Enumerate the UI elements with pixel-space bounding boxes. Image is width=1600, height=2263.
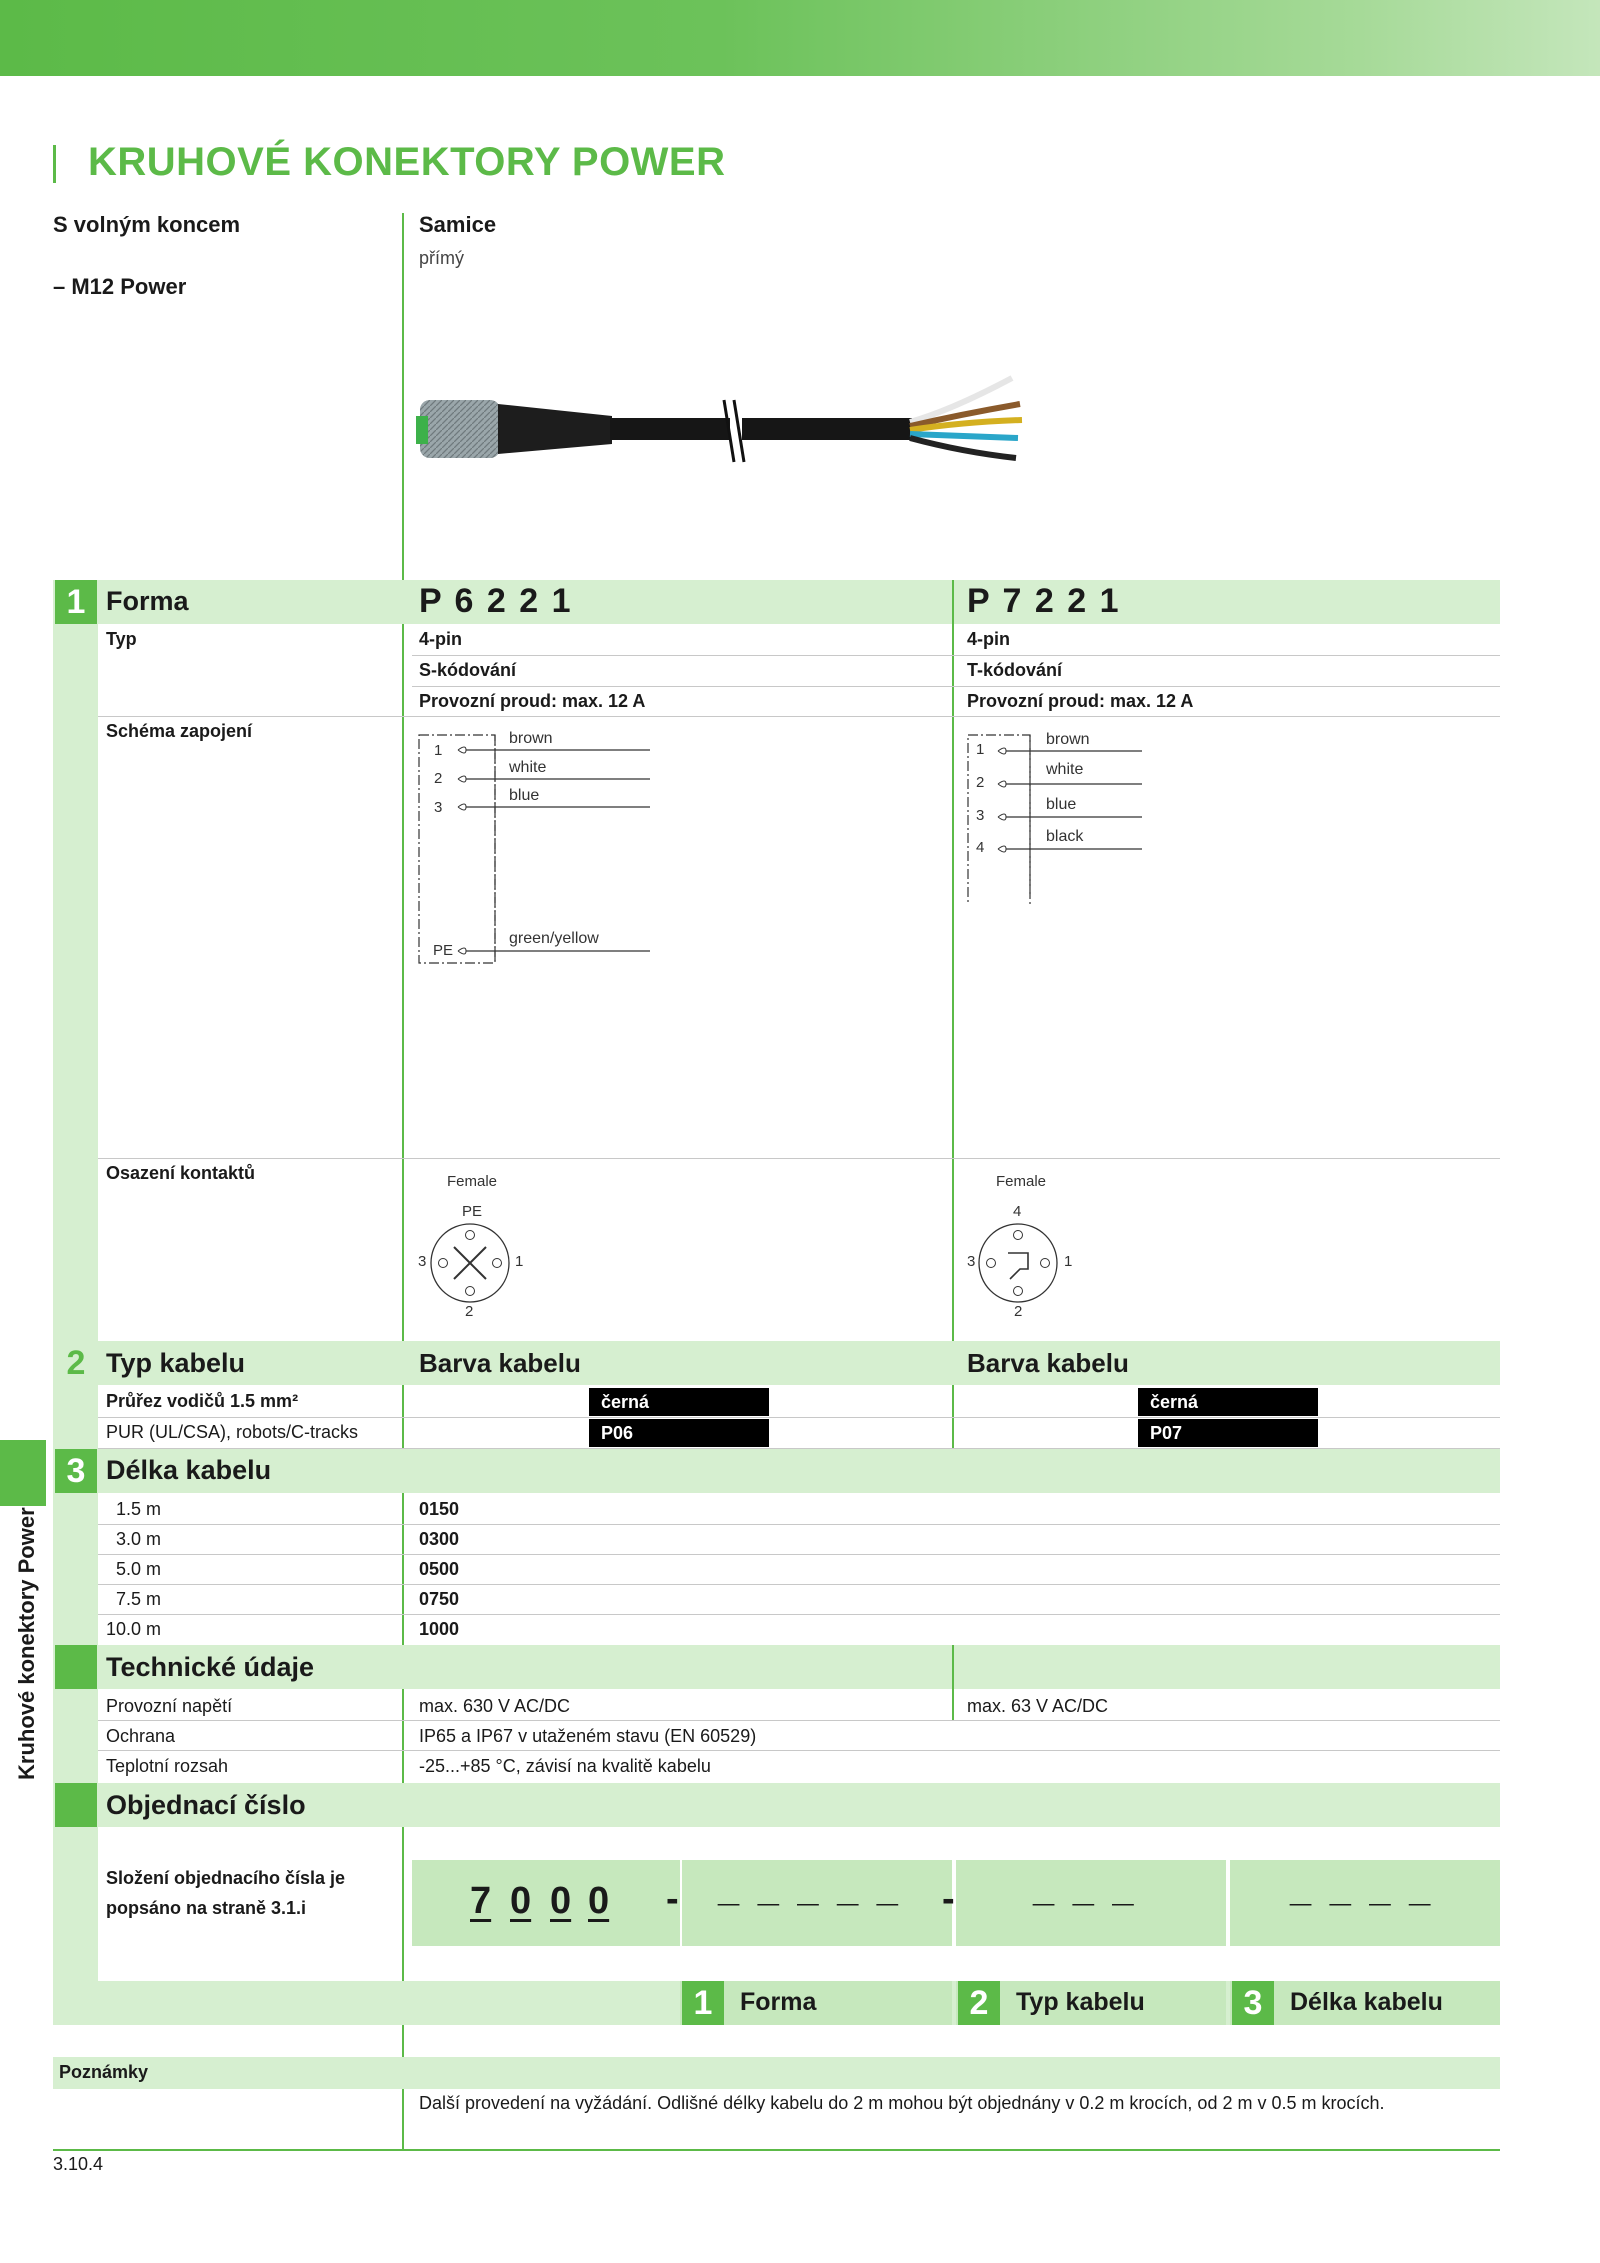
row-divider: [98, 1720, 1500, 1721]
length-code-3: 0500: [419, 1559, 460, 1579]
notes-band: [53, 2057, 1500, 2089]
footer-line: [53, 2149, 1500, 2151]
page-number: 3.10.4: [53, 2154, 104, 2174]
legend-label-2: Typ kabelu: [1016, 1988, 1145, 2016]
wd1-pin-pe: PE: [433, 942, 454, 959]
legend-num-1: 1: [682, 1981, 724, 2025]
variant-2-coding: T-kódování: [967, 660, 1063, 680]
legend-label-1: Forma: [740, 1988, 817, 2016]
schema-label: Schéma zapojení: [106, 721, 253, 741]
kabel-number: 2: [55, 1341, 97, 1385]
wd1-wire-4: green/yellow: [509, 930, 599, 947]
order-digit-2: 0: [510, 1880, 532, 1922]
forma-header-band: [53, 580, 1500, 624]
face2-female: Female: [996, 1173, 1047, 1190]
wd1-wire-3: blue: [509, 787, 540, 804]
kabel-header-band: [53, 1341, 1500, 1385]
wd2-pin-3: 3: [976, 807, 985, 824]
row-divider: [98, 1417, 1500, 1418]
length-3: 5.0 m: [116, 1559, 162, 1579]
variant-2-pins: 4-pin: [967, 629, 1010, 649]
variant-divider: [952, 580, 954, 1450]
wd1-wire-1: brown: [509, 730, 553, 747]
face1-female: Female: [447, 1173, 498, 1190]
left-heading: S volným koncem: [53, 212, 241, 237]
column-heading: Samice: [419, 212, 497, 237]
row-divider: [98, 1614, 1500, 1615]
length-1: 1.5 m: [116, 1499, 162, 1519]
row-divider: [412, 655, 1500, 656]
cable-illustration-icon: [412, 370, 1052, 490]
tech-row-2-v1: IP65 a IP67 v utaženém stavu (EN 60529): [419, 1726, 757, 1746]
order-digit-4: 0: [588, 1880, 610, 1922]
row-divider: [98, 1554, 1500, 1555]
row-divider: [98, 1158, 1500, 1159]
face2-top: 4: [1013, 1203, 1022, 1220]
title-accent: [53, 145, 56, 183]
wd2-pin-1: 1: [976, 741, 985, 758]
side-tab-marker: [0, 1440, 46, 1506]
length-5: 10.0 m: [106, 1619, 162, 1639]
order-blank-delka: _ _ _ _: [1290, 1868, 1435, 1910]
tech-label: Technické údaje: [106, 1652, 315, 1682]
order-digit-3: 0: [550, 1880, 572, 1922]
order-box-prefix: [412, 1860, 680, 1946]
wd1-pin-2: 2: [434, 770, 443, 787]
kabel-label: Typ kabelu: [106, 1348, 246, 1378]
kabel-row-2: PUR (UL/CSA), robots/C-tracks: [106, 1422, 359, 1442]
forma-number: 1: [55, 580, 97, 624]
variant-1-coding: S-kódování: [419, 660, 517, 680]
color-name-2: černá: [1138, 1388, 1318, 1416]
contact-face-2-icon: [976, 1221, 1060, 1305]
face2-bottom: 2: [1014, 1303, 1023, 1320]
variant-code-1: P 6 2 2 1: [419, 582, 573, 620]
side-vertical-label: Kruhové konektory Power: [14, 1507, 39, 1780]
order-dash-2: -: [942, 1878, 955, 1920]
notes-text: Další provedení na vyžádání. Odlišné délky kabelu do 2 m mohou být objednány v 0.2 m krocích, od 2 m v 0.5 m krocích.: [419, 2093, 1385, 2113]
osazeni-label: Osazení kontaktů: [106, 1163, 256, 1183]
length-code-2: 0300: [419, 1529, 460, 1549]
wd2-wire-1: brown: [1046, 731, 1090, 748]
row-divider: [98, 716, 1500, 717]
color-code-2: P07: [1138, 1419, 1318, 1447]
tech-row-2-name: Ochrana: [106, 1726, 176, 1746]
color-code-1: P06: [589, 1419, 769, 1447]
top-banner: [0, 0, 1600, 76]
column-subheading: přímý: [419, 248, 464, 268]
order-blank-forma: _ _ _ _ _: [718, 1868, 902, 1910]
legend-label-3: Délka kabelu: [1290, 1988, 1443, 2016]
length-code-1: 0150: [419, 1499, 460, 1519]
wd1-wire-2: white: [509, 759, 547, 776]
face1-top: PE: [462, 1203, 483, 1220]
barva-kabelu-2: Barva kabelu: [967, 1348, 1129, 1378]
face1-right: 1: [515, 1253, 524, 1270]
length-2: 3.0 m: [116, 1529, 162, 1549]
wd2-wire-3: blue: [1046, 796, 1077, 813]
length-code-4: 0750: [419, 1589, 460, 1609]
wd2-wire-4: black: [1046, 828, 1084, 845]
forma-label: Forma: [106, 586, 189, 616]
tech-row-1-v2: max. 63 V AC/DC: [967, 1696, 1109, 1716]
length-4: 7.5 m: [116, 1589, 162, 1609]
row-divider: [98, 1524, 1500, 1525]
tech-divider: [952, 1645, 954, 1720]
variant-1-pins: 4-pin: [419, 629, 462, 649]
tech-row-3-name: Teplotní rozsah: [106, 1756, 229, 1776]
row-divider: [98, 1584, 1500, 1585]
order-blank-kabel: _ _ _: [1033, 1868, 1138, 1910]
wd2-pin-4: 4: [976, 839, 985, 856]
column-divider: [402, 213, 404, 2150]
face1-bottom: 2: [465, 1303, 474, 1320]
wd1-pin-1: 1: [434, 742, 443, 759]
tech-marker: [55, 1645, 97, 1689]
legend-num-3: 3: [1232, 1981, 1274, 2025]
variant-code-2: P 7 2 2 1: [967, 582, 1121, 620]
page-title: KRUHOVÉ KONEKTORY POWER: [88, 140, 726, 184]
face1-left: 3: [418, 1253, 427, 1270]
tech-row-3-v1: -25...+85 °C, závisí na kvalitě kabelu: [419, 1756, 711, 1776]
kabel-row-1: Průřez vodičů 1.5 mm²: [106, 1391, 299, 1411]
delka-label: Délka kabelu: [106, 1455, 272, 1485]
row-divider: [98, 1750, 1500, 1751]
length-code-5: 1000: [419, 1619, 460, 1639]
delka-number: 3: [55, 1449, 97, 1493]
wiring-diagram-2-icon: [960, 725, 1150, 905]
typ-label: Typ: [106, 629, 137, 649]
wd2-pin-2: 2: [976, 774, 985, 791]
contact-face-1-icon: [428, 1221, 512, 1305]
color-name-1: černá: [589, 1388, 769, 1416]
wd2-wire-2: white: [1046, 761, 1084, 778]
legend-num-2: 2: [958, 1981, 1000, 2025]
tech-row-1-v1: max. 630 V AC/DC: [419, 1696, 571, 1716]
order-dash-1: -: [666, 1878, 679, 1920]
variant-1-current: Provozní proud: max. 12 A: [419, 691, 646, 711]
tech-row-1-name: Provozní napětí: [106, 1696, 233, 1716]
notes-label: Poznámky: [59, 2062, 149, 2082]
order-digit-1: 7: [470, 1880, 492, 1922]
face2-right: 1: [1064, 1253, 1073, 1270]
wd1-pin-3: 3: [434, 799, 443, 816]
order-note: Složení objednacího čísla je popsáno na straně 3.1.i: [106, 1868, 346, 1918]
face2-left: 3: [967, 1253, 976, 1270]
left-subheading: – M12 Power: [53, 274, 187, 299]
row-divider: [412, 686, 1500, 687]
barva-kabelu-1: Barva kabelu: [419, 1348, 581, 1378]
variant-2-current: Provozní proud: max. 12 A: [967, 691, 1194, 711]
order-label: Objednací číslo: [106, 1790, 306, 1820]
order-marker: [55, 1783, 97, 1827]
